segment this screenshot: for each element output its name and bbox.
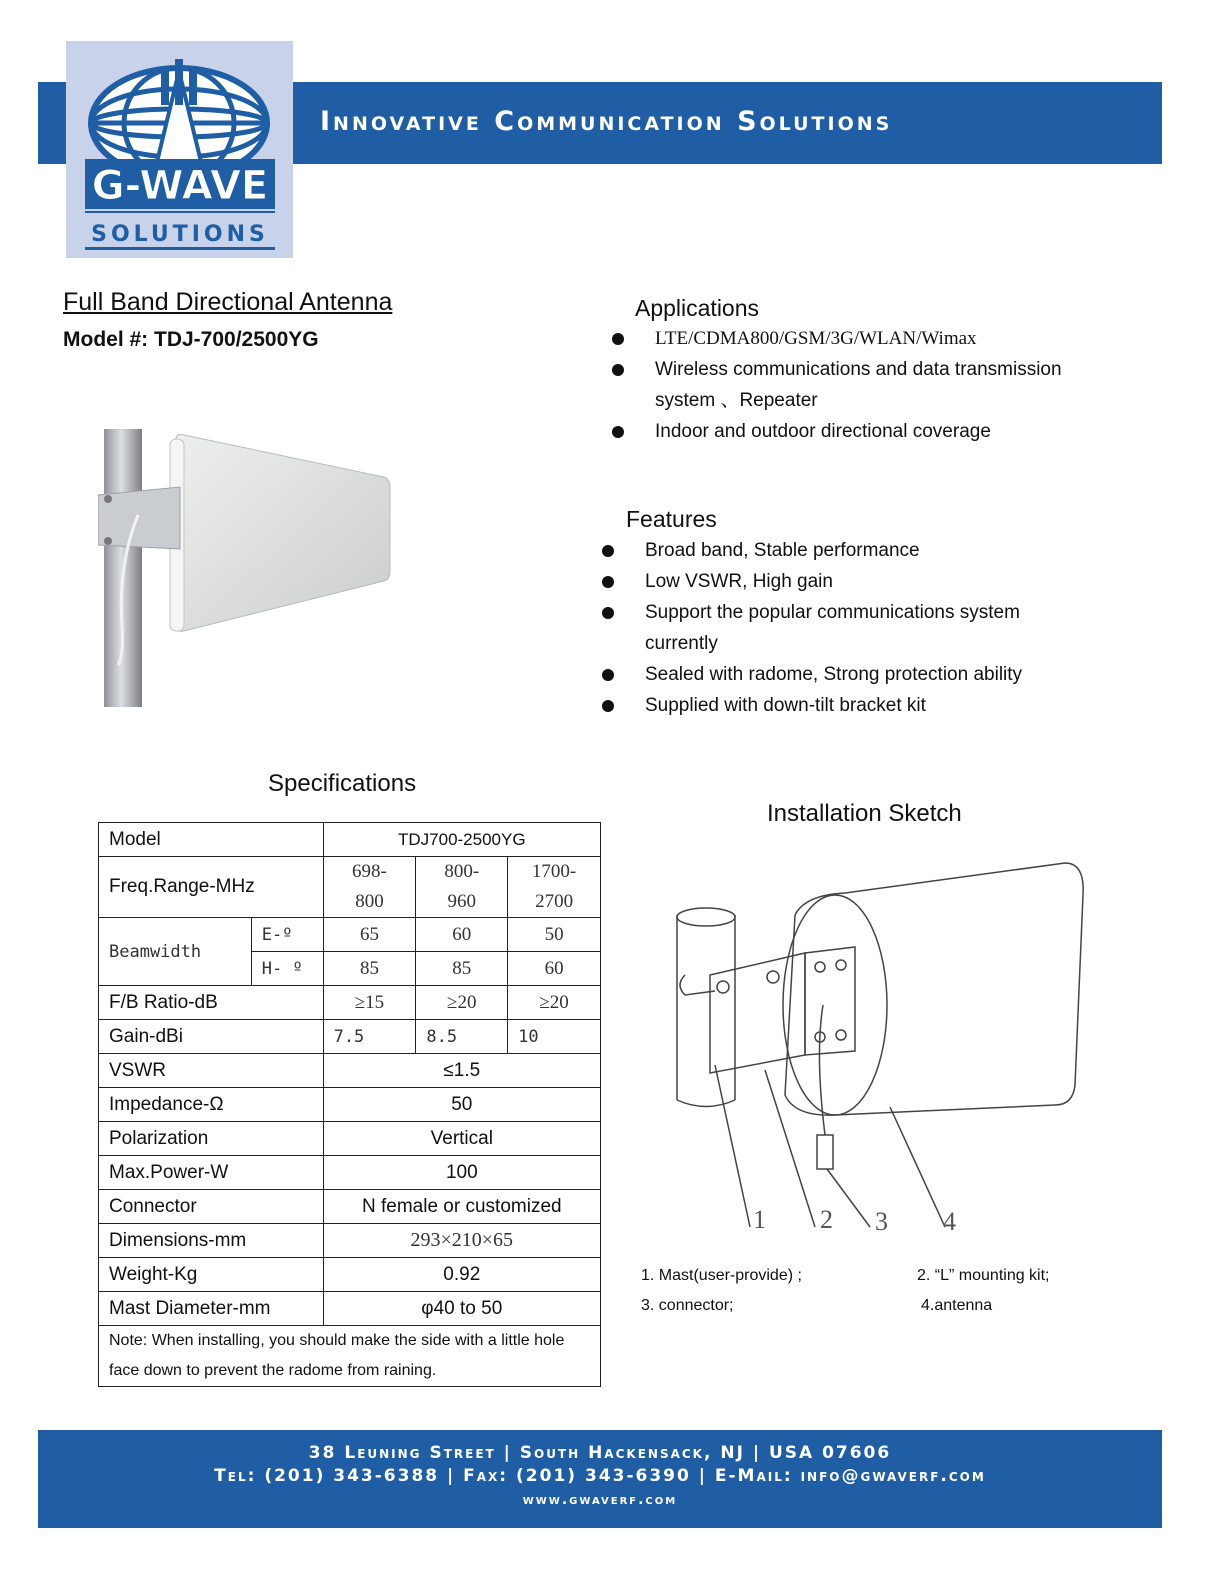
spec-value: 60 bbox=[508, 952, 601, 986]
spec-label: Model bbox=[99, 823, 324, 857]
installation-drawing-icon bbox=[655, 855, 1095, 1245]
company-logo bbox=[66, 41, 293, 258]
callout-label: 1 bbox=[753, 1205, 766, 1234]
table-row bbox=[99, 1258, 601, 1292]
spec-value: 85 bbox=[416, 952, 508, 986]
logo-wordmark: G-WAVE bbox=[91, 163, 269, 209]
table-row bbox=[99, 1326, 601, 1387]
applications-heading: Applications bbox=[635, 295, 760, 321]
table-row bbox=[99, 1088, 601, 1122]
spec-value: 0.92 bbox=[323, 1258, 600, 1292]
legend-item: 4.antenna bbox=[921, 1297, 993, 1314]
specifications-table bbox=[98, 822, 601, 1387]
spec-label: F/B Ratio-dB bbox=[99, 986, 324, 1020]
list-item: Support the popular communications system bbox=[602, 597, 1122, 628]
bullet-icon bbox=[612, 333, 624, 345]
list-item: Wireless communications and data transmission bbox=[612, 354, 1132, 385]
spec-value: 65 bbox=[323, 918, 416, 952]
footer-website[interactable]: www.gwaverf.com bbox=[522, 1492, 678, 1508]
product-title: Full Band Directional Antenna bbox=[63, 288, 393, 316]
spec-label: VSWR bbox=[99, 1054, 324, 1088]
spec-value: ≥20 bbox=[508, 986, 601, 1020]
spec-label: Freq.Range-MHz bbox=[99, 857, 324, 918]
list-item: LTE/CDMA800/GSM/3G/WLAN/Wimax bbox=[612, 323, 1132, 354]
spec-sublabel: H- º bbox=[251, 952, 323, 986]
legend-item: 1. Mast(user-provide) ; bbox=[641, 1267, 802, 1284]
list-item: Supplied with down-tilt bracket kit bbox=[602, 690, 1122, 721]
table-row bbox=[99, 1292, 601, 1326]
spec-label: Impedance-Ω bbox=[99, 1088, 324, 1122]
table-row bbox=[99, 918, 601, 952]
list-item-continuation: system 、Repeater bbox=[655, 390, 818, 411]
bullet-icon bbox=[602, 669, 614, 681]
spec-label: Weight-Kg bbox=[99, 1258, 324, 1292]
table-row bbox=[99, 1190, 601, 1224]
table-row bbox=[99, 1122, 601, 1156]
model-number: Model #: TDJ-700/2500YG bbox=[63, 328, 319, 351]
callout-label: 4 bbox=[943, 1207, 956, 1236]
spec-label: Max.Power-W bbox=[99, 1156, 324, 1190]
callout-label: 2 bbox=[820, 1205, 833, 1234]
spec-value: TDJ700-2500YG bbox=[323, 823, 600, 857]
bullet-icon bbox=[602, 607, 614, 619]
spec-label: Connector bbox=[99, 1190, 324, 1224]
legend-item: 3. connector; bbox=[641, 1297, 734, 1314]
logo-subtext: SOLUTIONS bbox=[91, 222, 269, 247]
list-item: Sealed with radome, Strong protection ability bbox=[602, 659, 1122, 690]
spec-value: 698- 800 bbox=[323, 857, 416, 918]
spec-label: Mast Diameter-mm bbox=[99, 1292, 324, 1326]
spec-value: 8.5 bbox=[416, 1020, 508, 1054]
spec-value: 800- 960 bbox=[416, 857, 508, 918]
spec-label: Beamwidth bbox=[99, 918, 252, 986]
spec-value: 1700- 2700 bbox=[508, 857, 601, 918]
spec-value: N female or customized bbox=[323, 1190, 600, 1224]
antenna-photo bbox=[98, 425, 398, 707]
table-row bbox=[99, 1054, 601, 1088]
spec-sublabel: E-º bbox=[251, 918, 323, 952]
installation-heading: Installation Sketch bbox=[767, 800, 962, 827]
spec-label: Gain-dBi bbox=[99, 1020, 324, 1054]
table-row bbox=[99, 1020, 601, 1054]
spec-value: 85 bbox=[323, 952, 416, 986]
footer-address: 38 Leuning Street | South Hackensack, NJ | USA 07606 bbox=[308, 1443, 892, 1463]
callout-label: 3 bbox=[875, 1207, 888, 1236]
specifications-heading: Specifications bbox=[268, 770, 417, 797]
installation-note: Note: When installing, you should make the side with a little hole face down to prevent the radome from raining. bbox=[99, 1326, 601, 1387]
header-tagline: Innovative Communication Solutions bbox=[320, 106, 893, 137]
table-row bbox=[99, 857, 601, 918]
spec-label: Polarization bbox=[99, 1122, 324, 1156]
spec-label: Dimensions-mm bbox=[99, 1224, 324, 1258]
spec-value: 100 bbox=[323, 1156, 600, 1190]
bullet-icon bbox=[602, 700, 614, 712]
features-heading: Features bbox=[626, 506, 717, 532]
spec-value: 60 bbox=[416, 918, 508, 952]
table-row bbox=[99, 986, 601, 1020]
list-item-continuation: currently bbox=[645, 633, 718, 654]
list-item: Broad band, Stable performance bbox=[602, 535, 1122, 566]
bullet-icon bbox=[602, 576, 614, 588]
spec-value: 293×210×65 bbox=[323, 1224, 600, 1258]
list-item: Indoor and outdoor directional coverage bbox=[612, 416, 1132, 447]
legend-item: 2. “L” mounting kit; bbox=[917, 1267, 1050, 1284]
table-row bbox=[99, 823, 601, 857]
features-list bbox=[602, 535, 1122, 721]
bullet-icon bbox=[602, 545, 614, 557]
bullet-icon bbox=[612, 426, 624, 438]
spec-value: ≥20 bbox=[416, 986, 508, 1020]
applications-list bbox=[612, 323, 1132, 447]
spec-value: φ40 to 50 bbox=[323, 1292, 600, 1326]
spec-value: 10 bbox=[508, 1020, 601, 1054]
installation-sketch bbox=[655, 855, 1095, 1245]
spec-value: 50 bbox=[508, 918, 601, 952]
globe-tower-logo-icon bbox=[66, 41, 293, 258]
footer-contact: Tel: (201) 343-6388 | Fax: (201) 343-6390 | E-Mail: info@gwaverf.com bbox=[214, 1466, 986, 1486]
spec-value: 7.5 bbox=[323, 1020, 416, 1054]
list-item: Low VSWR, High gain bbox=[602, 566, 1122, 597]
spec-value: 50 bbox=[323, 1088, 600, 1122]
table-row bbox=[99, 1156, 601, 1190]
spec-value: ≤1.5 bbox=[323, 1054, 600, 1088]
table-row bbox=[99, 1224, 601, 1258]
spec-value: Vertical bbox=[323, 1122, 600, 1156]
bullet-icon bbox=[612, 364, 624, 376]
spec-value: ≥15 bbox=[323, 986, 416, 1020]
